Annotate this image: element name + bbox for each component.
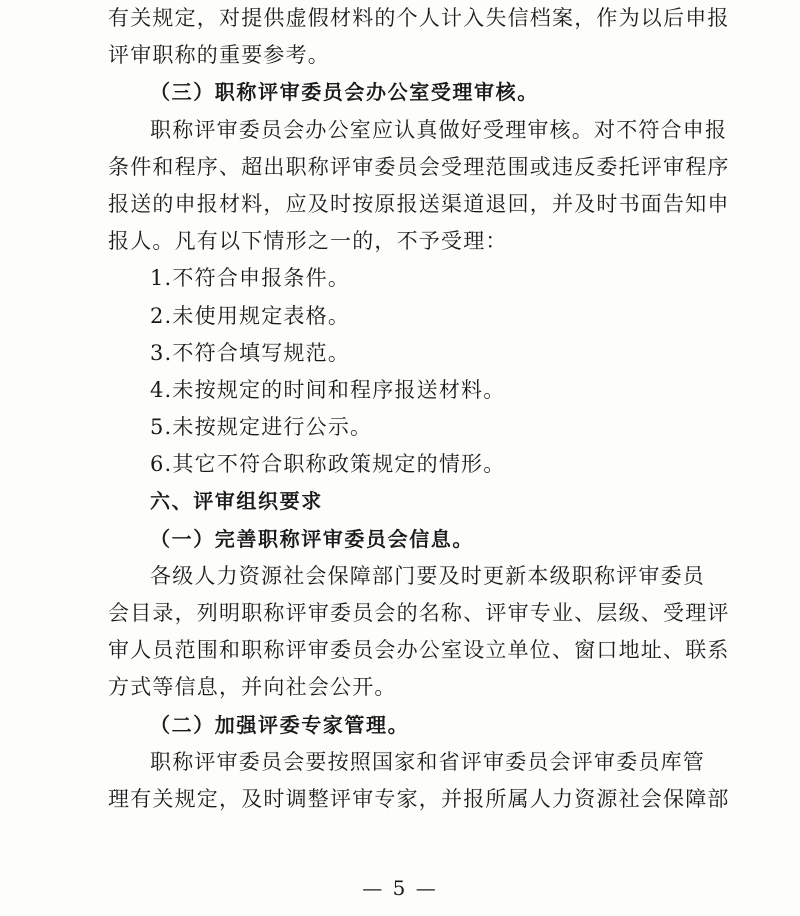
text-line: 2.未使用规定表格。 — [150, 303, 351, 328]
text-line: 审人员范围和职称评审委员会办公室设立单位、窗口地址、联系 — [108, 638, 730, 663]
text-line: 有关规定，对提供虚假材料的个人计入失信档案，作为以后申报 — [108, 6, 730, 30]
text-line: 4.未按规定的时间和程序报送材料。 — [150, 377, 506, 402]
section-heading: （一）完善职称评审委员会信息。 — [150, 526, 474, 551]
text-line: 报送的申报材料，应及时按原报送渠道退回，并及时书面告知申 — [108, 191, 730, 216]
text-line: 方式等信息，并向社会公开。 — [108, 675, 397, 700]
text-line: 5.未按规定进行公示。 — [150, 415, 373, 440]
text-line: 3.不符合填写规范。 — [150, 340, 351, 365]
text-line: 各级人力资源社会保障部门要及时更新本级职称评审委员 — [150, 563, 705, 588]
text-line: 职称评审委员会办公室应认真做好受理审核。对不符合申报 — [150, 117, 728, 142]
document-body — [108, 0, 730, 818]
text-line: 理有关规定，及时调整评审专家，并报所属人力资源社会保障部 — [108, 786, 730, 811]
text-line: 职称评审委员会要按照国家和省评审委员会评审委员库管 — [150, 749, 705, 774]
text-line: 1.不符合申报条件。 — [150, 266, 351, 291]
section-heading: 六、评审组织要求 — [150, 489, 323, 514]
text-line: 条件和程序、超出职称评审委员会受理范围或违反委托评审程序 — [108, 154, 730, 179]
section-heading: （二）加强评委专家管理。 — [150, 712, 410, 737]
text-line: 会目录，列明职称评审委员会的名称、评审专业、层级、受理评 — [108, 601, 730, 625]
text-line: 6.其它不符合职称政策规定的情形。 — [150, 452, 506, 477]
text-line: 评审职称的重要参考。 — [108, 43, 330, 68]
text-line: 报人。凡有以下情形之一的，不予受理： — [108, 229, 508, 254]
section-heading: （三）职称评审委员会办公室受理审核。 — [150, 80, 539, 105]
page-number: — 5 — — [362, 876, 438, 900]
